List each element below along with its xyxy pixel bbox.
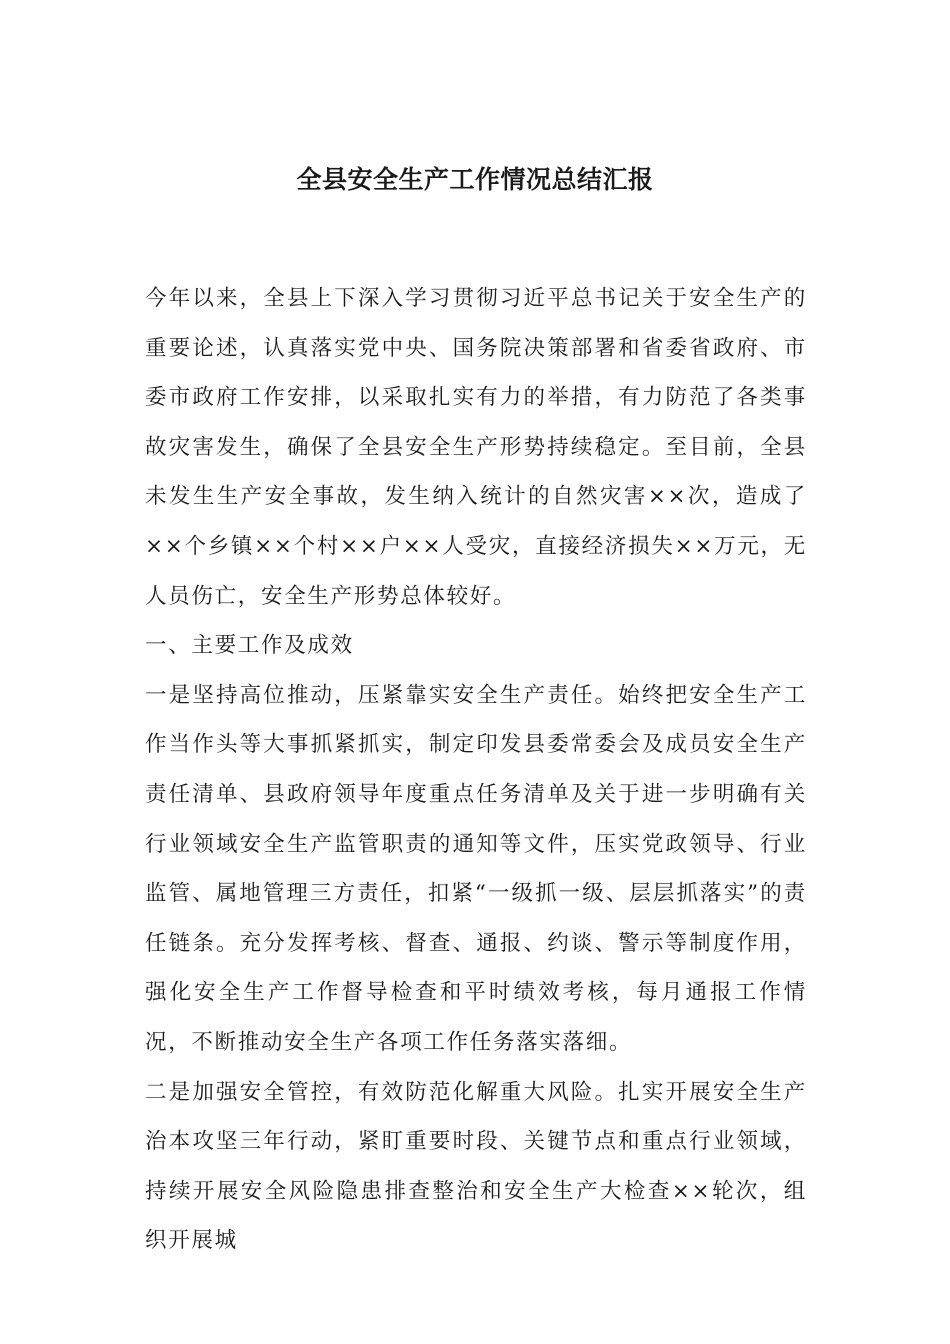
paragraph-intro: 今年以来，全县上下深入学习贯彻习近平总书记关于安全生产的重要论述，认真落实党中央、国务院决策部署和省委省政府、市委市政府工作安排，以采取扎实有力的举措，有力防范了各类事故灾害发生，确保了全县安全生产形势持续稳定。至目前，全县未发生生产安全事故，发生纳入统计的自然灾害××次，造成了××个乡镇××个村××户××人受灾，直接经济损失××万元，无人员伤亡，安全生产形势总体较好。 — [145, 286, 807, 609]
section-heading-main-work: 一、主要工作及成效 — [145, 633, 354, 659]
document-body — [145, 274, 807, 1266]
document-title: 全县安全生产工作情况总结汇报 — [296, 165, 654, 194]
paragraph-point-one: 一是坚持高位推动，压紧靠实安全生产责任。始终把安全生产工作当作头等大事抓紧抓实，制定印发县委常委会及成员安全生产责任清单、县政府领导年度重点任务清单及关于进一步明确有关行业领域安全生产监管职责的通知等文件，压实党政领导、行业监管、属地管理三方责任，扣紧“一级抓一级、层层抓落实”的责任链条。充分发挥考核、督查、通报、约谈、警示等制度作用，强化安全生产工作督导检查和平时绩效考核，每月通报工作情况，不断推动安全生产各项工作任务落实落细。 — [145, 682, 807, 1055]
paragraph-point-two: 二是加强安全管控，有效防范化解重大风险。扎实开展安全生产治本攻坚三年行动，紧盯重要时段、关键节点和重点行业领域，持续开展安全风险隐患排查整治和安全生产大检查××轮次，组织开展城 — [145, 1079, 807, 1254]
